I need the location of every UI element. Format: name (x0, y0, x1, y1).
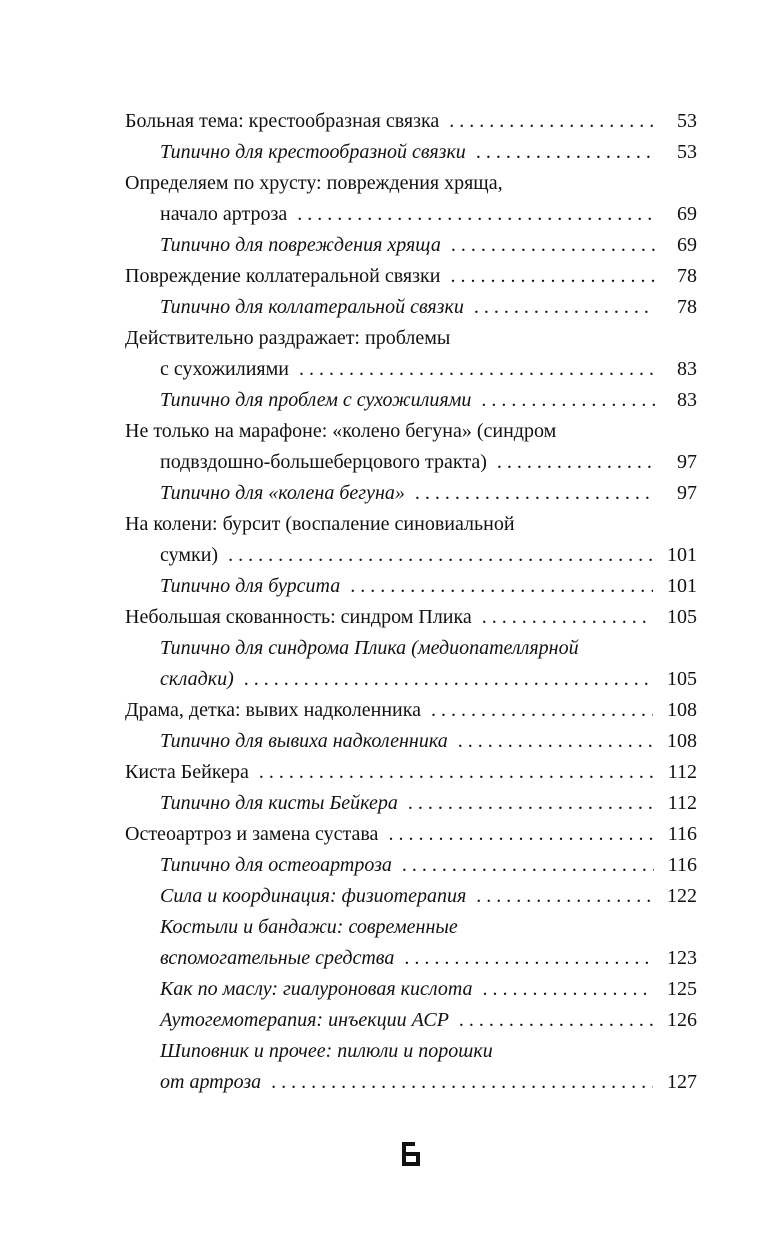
toc-page-number: 122 (667, 885, 697, 907)
toc-entry-title: Типично для остеоартроза (160, 854, 392, 876)
toc-page-number: 125 (667, 978, 697, 1000)
dot-leader (497, 447, 655, 478)
toc-entry-title: начало артроза (160, 203, 288, 225)
toc-entry (125, 509, 697, 571)
toc-entry-title: Типично для вывиха надколенника (160, 730, 448, 752)
toc-page-number: 78 (677, 296, 697, 318)
toc-subentry (125, 571, 697, 602)
publisher-logo-icon (400, 1141, 422, 1167)
toc-line (125, 447, 697, 478)
toc-line (125, 354, 697, 385)
dot-leader (415, 478, 655, 509)
toc-entry-title: Драма, детка: вывих надколенника (125, 699, 422, 721)
toc-line (125, 819, 697, 850)
dot-leader (244, 664, 653, 695)
toc-line (125, 633, 697, 664)
toc-line (125, 478, 697, 509)
toc-entry-title: На колени: бурсит (воспаление синовиальной (125, 513, 515, 535)
toc-subentry (125, 385, 697, 416)
dot-leader (449, 106, 655, 137)
toc-page-number: 69 (677, 203, 697, 225)
toc-line (125, 850, 697, 881)
toc-page-number: 127 (667, 1071, 697, 1093)
dot-leader (451, 230, 655, 261)
toc-subentry (125, 788, 697, 819)
toc-line (125, 757, 697, 788)
dot-leader (483, 974, 653, 1005)
toc-entry-title: подвздошно-большеберцового тракта) (160, 451, 487, 473)
dot-leader (388, 819, 653, 850)
toc-entry-title: складки) (160, 668, 234, 690)
toc-page-number: 101 (667, 544, 697, 566)
toc-page-number: 53 (677, 141, 697, 163)
toc-subentry (125, 292, 697, 323)
toc-entry-title: Костыли и бандажи: современные (160, 916, 458, 938)
dot-leader (431, 695, 653, 726)
dot-leader (297, 199, 655, 230)
toc-entry-title: Типично для «колена бегуна» (160, 482, 405, 504)
toc-line (125, 261, 697, 292)
toc-entry (125, 819, 697, 850)
toc-page-number: 101 (667, 575, 697, 597)
toc-entry-title: Больная тема: крестообразная связка (125, 110, 440, 132)
toc-subentry (125, 1005, 697, 1036)
toc-line (125, 1067, 697, 1098)
toc-line (125, 881, 697, 912)
toc-entry-title: Не только на марафоне: «колено бегуна» (синдром (125, 420, 557, 442)
toc-page-number: 105 (667, 606, 697, 628)
toc-subentry (125, 1036, 697, 1098)
toc-entry-title: Киста Бейкера (125, 761, 249, 783)
toc-line (125, 230, 697, 261)
toc-line (125, 416, 697, 447)
toc-page-number: 105 (667, 668, 697, 690)
dot-leader (482, 602, 653, 633)
dot-leader (458, 726, 653, 757)
toc-page-number: 78 (677, 265, 697, 287)
toc-entry-title: Повреждение коллатеральной связки (125, 265, 441, 287)
toc-line (125, 943, 697, 974)
dot-leader (404, 943, 653, 974)
toc-page-number: 116 (667, 823, 697, 845)
toc-entry-title: Типично для синдрома Плика (медиопателлярной (160, 637, 579, 659)
toc-entry-title: Шиповник и прочее: пилюли и порошки (160, 1040, 493, 1062)
toc-page-number: 53 (677, 110, 697, 132)
toc-entry (125, 323, 697, 385)
toc-line (125, 385, 697, 416)
toc-subentry (125, 912, 697, 974)
toc-page-number: 69 (677, 234, 697, 256)
toc-line (125, 1036, 697, 1067)
toc-entry (125, 416, 697, 478)
toc-subentry (125, 974, 697, 1005)
dot-leader (459, 1005, 653, 1036)
toc-entry-title: Типично для проблем с сухожилиями (160, 389, 472, 411)
dot-leader (271, 1067, 653, 1098)
dot-leader (481, 385, 655, 416)
toc-line (125, 1005, 697, 1036)
toc-page-number: 108 (667, 699, 697, 721)
toc-line (125, 323, 697, 354)
toc-line (125, 168, 697, 199)
toc-line (125, 540, 697, 571)
toc-line (125, 199, 697, 230)
toc-entry (125, 695, 697, 726)
toc-entry-title: сумки) (160, 544, 219, 566)
toc-entry-title: Типично для бурсита (160, 575, 341, 597)
toc-entry-title: Как по маслу: гиалуроновая кислота (160, 978, 473, 1000)
toc-entry-title: с сухожилиями (160, 358, 289, 380)
toc-entry-title: Остеоартроз и замена сустава (125, 823, 379, 845)
toc-page-number: 83 (677, 358, 697, 380)
toc-page-number: 116 (667, 854, 697, 876)
toc-entry-title: Типично для кисты Бейкера (160, 792, 398, 814)
toc-page-number: 112 (667, 761, 697, 783)
dot-leader (259, 757, 654, 788)
dot-leader (408, 788, 654, 819)
toc-line (125, 788, 697, 819)
toc-page-number: 112 (667, 792, 697, 814)
toc-line (125, 974, 697, 1005)
toc-page-number: 108 (667, 730, 697, 752)
toc-subentry (125, 478, 697, 509)
toc-entry (125, 261, 697, 292)
dot-leader (228, 540, 653, 571)
toc-subentry (125, 881, 697, 912)
toc-entry-title: Определяем по хрусту: повреждения хряща, (125, 172, 503, 194)
toc-entry-title: вспомогательные средства (160, 947, 395, 969)
toc-line (125, 137, 697, 168)
dot-leader (350, 571, 653, 602)
toc-line (125, 695, 697, 726)
toc-entry-title: Типично для коллатеральной связки (160, 296, 464, 318)
toc-subentry (125, 230, 697, 261)
toc-entry-title: Аутогемотерапия: инъекции АСР (160, 1009, 449, 1031)
table-of-contents (125, 106, 697, 1098)
toc-subentry (125, 137, 697, 168)
toc-entry-title: Сила и координация: физиотерапия (160, 885, 467, 907)
toc-line (125, 106, 697, 137)
toc-line (125, 912, 697, 943)
toc-page-number: 126 (667, 1009, 697, 1031)
toc-entry (125, 757, 697, 788)
toc-entry-title: Типично для повреждения хряща (160, 234, 441, 256)
dot-leader (476, 881, 653, 912)
toc-subentry (125, 726, 697, 757)
toc-entry-title: Небольшая скованность: синдром Плика (125, 606, 472, 628)
toc-entry-title: Действительно раздражает: проблемы (125, 327, 451, 349)
dot-leader (450, 261, 655, 292)
dot-leader (299, 354, 655, 385)
toc-page-number: 97 (677, 482, 697, 504)
toc-line (125, 509, 697, 540)
toc-page-number: 83 (677, 389, 697, 411)
toc-line (125, 664, 697, 695)
toc-entry-title: от артроза (160, 1071, 262, 1093)
toc-entry (125, 602, 697, 633)
dot-leader (476, 137, 655, 168)
toc-line (125, 292, 697, 323)
toc-page-number: 97 (677, 451, 697, 473)
toc-line (125, 602, 697, 633)
toc-entry (125, 106, 697, 137)
toc-subentry (125, 633, 697, 695)
dot-leader (402, 850, 654, 881)
toc-entry (125, 168, 697, 230)
toc-page-number: 123 (667, 947, 697, 969)
toc-line (125, 571, 697, 602)
toc-entry-title: Типично для крестообразной связки (160, 141, 466, 163)
toc-subentry (125, 850, 697, 881)
dot-leader (474, 292, 655, 323)
toc-line (125, 726, 697, 757)
